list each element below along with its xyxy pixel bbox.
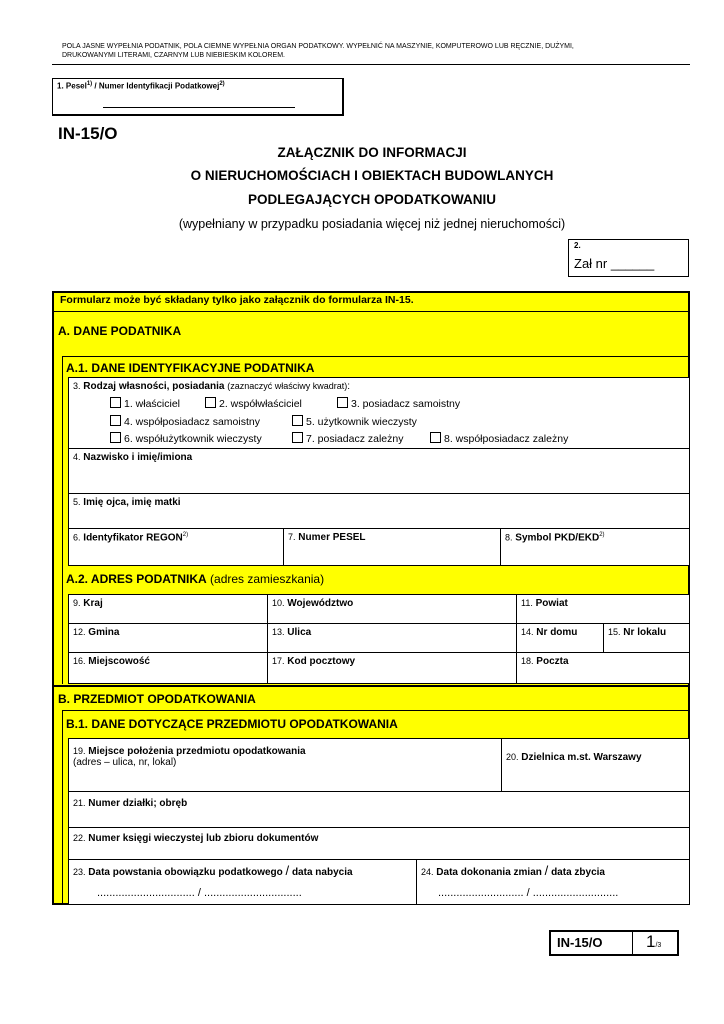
option-5[interactable] xyxy=(292,415,417,428)
field-label: Numer księgi wieczystej lub zbioru dokumentów xyxy=(88,833,319,844)
checkbox[interactable] xyxy=(110,415,121,426)
footnote-ref: 1) xyxy=(86,81,93,87)
city-field[interactable] xyxy=(68,652,268,684)
field-hint: (zaznaczyć właściwy kwadrat) xyxy=(227,381,348,391)
field-label: Nr domu xyxy=(536,627,578,638)
slash: / xyxy=(544,863,549,878)
field-label: Zał nr xyxy=(574,256,608,271)
section-a-title: A. DANE PODATNIKA xyxy=(58,324,182,338)
option-label: 5. użytkownik wieczysty xyxy=(306,416,417,428)
field-label: Nr lokalu xyxy=(623,627,667,638)
title-line-2: O NIERUCHOMOŚCIACH I OBIEKTACH BUDOWLANYCH xyxy=(190,168,554,183)
property-location-field[interactable] xyxy=(68,738,502,792)
flat-number-field[interactable] xyxy=(603,623,690,653)
plot-number-field[interactable] xyxy=(68,791,690,828)
section-a2-subheading: (adres zamieszkania) xyxy=(210,572,325,586)
field-number: 5. xyxy=(73,497,81,507)
option-4[interactable] xyxy=(110,415,260,428)
field-number: 22. xyxy=(73,833,86,843)
option-label: 3. posiadacz samoistny xyxy=(351,398,461,410)
option-8[interactable] xyxy=(430,432,568,445)
page-current: 1 xyxy=(646,932,656,951)
page-number xyxy=(646,932,661,952)
footnote-ref: 2) xyxy=(599,532,605,538)
county-field[interactable] xyxy=(516,594,690,624)
slash: / xyxy=(285,863,290,878)
voivodeship-field[interactable] xyxy=(267,594,517,624)
option-2[interactable] xyxy=(205,397,302,410)
field-label: Powiat xyxy=(535,598,568,609)
field-number: 19. xyxy=(73,746,86,756)
field-number: 4. xyxy=(73,452,81,462)
option-label: 4. współposiadacz samoistny xyxy=(124,416,260,428)
notice: Formularz może być składany tylko jako załącznik do formularza IN-15. xyxy=(60,294,414,306)
field-label: Pesel xyxy=(65,81,87,91)
pesel-underline xyxy=(103,107,295,108)
field-number: 16. xyxy=(73,656,86,666)
form-code: IN-15/O xyxy=(58,124,118,143)
header-rule xyxy=(52,64,690,65)
option-label: 8. współposiadacz zależny xyxy=(444,433,569,445)
surname-field[interactable] xyxy=(68,448,690,494)
field-label: Poczta xyxy=(536,656,569,667)
section-b1-title: B.1. DANE DOTYCZĄCE PRZEDMIOTU OPODATKOWANIA xyxy=(66,717,398,731)
checkbox[interactable] xyxy=(292,432,303,443)
field-number: 6. xyxy=(73,532,81,543)
pesel-field[interactable] xyxy=(283,528,501,566)
field-label: Kraj xyxy=(83,598,103,609)
checkbox[interactable] xyxy=(292,415,303,426)
footer-code: IN-15/O xyxy=(557,935,603,950)
field-number: 15. xyxy=(608,627,621,637)
regon-field[interactable] xyxy=(68,528,284,566)
district-field[interactable] xyxy=(501,738,690,792)
option-3[interactable] xyxy=(337,397,460,410)
date-dots: ............................ / ............................ xyxy=(438,887,619,899)
field-label: Numer PESEL xyxy=(298,532,366,543)
colon: : xyxy=(347,381,351,392)
notice-rule xyxy=(52,311,690,312)
option-label: 1. właściciel xyxy=(124,398,181,410)
street-field[interactable] xyxy=(267,623,517,653)
option-label: 2. współwłaściciel xyxy=(219,398,302,410)
field-label: Data dokonania zmian xyxy=(436,867,542,878)
field-blank: ______ xyxy=(610,256,655,271)
field-label: Data powstania obowiązku podatkowego xyxy=(88,867,283,878)
title-line-1: ZAŁĄCZNIK DO INFORMACJI xyxy=(277,145,467,160)
attachment-number-field[interactable] xyxy=(568,239,689,277)
option-1[interactable] xyxy=(110,397,180,410)
field-label-2: data nabycia xyxy=(291,867,353,878)
commune-field[interactable] xyxy=(68,623,268,653)
section-b-rule xyxy=(52,685,690,687)
parents-names-field[interactable] xyxy=(68,493,690,529)
field-label: / Numer Identyfikacji Podatkowej xyxy=(92,81,220,91)
field-number: 14. xyxy=(521,627,534,637)
field-number: 10. xyxy=(272,598,285,608)
field-number: 23. xyxy=(73,867,86,877)
field-number: 1. xyxy=(57,81,64,91)
field-number: 3. xyxy=(73,381,81,391)
field-number: 13. xyxy=(272,627,285,637)
post-office-field[interactable] xyxy=(516,652,690,684)
footer-divider xyxy=(632,930,633,956)
field-number: 2. xyxy=(574,241,581,250)
section-a2-heading: A.2. ADRES PODATNIKA xyxy=(66,572,207,586)
field-label: Gmina xyxy=(88,627,120,638)
field-label: Miejsce położenia przedmiotu opodatkowania xyxy=(88,746,306,757)
field-number: 20. xyxy=(506,752,519,762)
country-field[interactable] xyxy=(68,594,268,624)
footnote-ref: 2) xyxy=(219,81,225,87)
subtitle: (wypełniany w przypadku posiadania więcej niż jednej nieruchomości) xyxy=(178,217,566,231)
pkd-field[interactable] xyxy=(500,528,690,566)
field-number: 7. xyxy=(288,532,296,542)
field-label: Nazwisko i imię/imiona xyxy=(83,452,193,463)
postal-code-field[interactable] xyxy=(267,652,517,684)
field-label: Miejscowość xyxy=(88,656,150,667)
title-line-3: PODLEGAJĄCYCH OPODATKOWANIU xyxy=(247,192,496,207)
option-7[interactable] xyxy=(292,432,403,445)
checkbox[interactable] xyxy=(110,432,121,443)
change-date-field[interactable] xyxy=(416,859,690,905)
section-a2-title xyxy=(66,572,324,586)
field-number: 11. xyxy=(521,598,533,608)
option-6[interactable] xyxy=(110,432,262,445)
section-b-title: B. PRZEDMIOT OPODATKOWANIA xyxy=(58,692,256,706)
field-label: Identyfikator REGON xyxy=(83,532,183,544)
checkbox[interactable] xyxy=(337,397,348,408)
footnote-ref: 2) xyxy=(182,532,189,538)
field-label-2: data zbycia xyxy=(551,867,605,878)
field-number: 17. xyxy=(272,656,285,666)
option-label: 7. posiadacz zależny xyxy=(306,433,404,445)
page-total: /3 xyxy=(655,942,662,949)
field-label: Dzielnica m.st. Warszawy xyxy=(521,752,642,763)
field-label: Województwo xyxy=(287,598,354,609)
field-label: Rodzaj własności, posiadania xyxy=(83,381,225,392)
field-number: 24. xyxy=(421,867,434,877)
field-sublabel: (adres – ulica, nr, lokal) xyxy=(73,757,177,768)
checkbox[interactable] xyxy=(430,432,441,443)
acquisition-date-field[interactable] xyxy=(68,859,417,905)
checkbox[interactable] xyxy=(110,397,121,408)
field-number: 21. xyxy=(73,798,86,808)
land-register-field[interactable] xyxy=(68,827,690,860)
house-number-field[interactable] xyxy=(516,623,604,653)
field-label: Ulica xyxy=(287,627,312,638)
field-number: 12. xyxy=(73,627,86,637)
field-label: Symbol PKD/EKD xyxy=(515,532,600,544)
field-label: Numer działki; obręb xyxy=(88,798,188,809)
checkbox[interactable] xyxy=(205,397,216,408)
pesel-nip-field[interactable] xyxy=(52,78,344,116)
field-number: 9. xyxy=(73,598,81,608)
field-number: 8. xyxy=(505,532,513,543)
section-a1-title: A.1. DANE IDENTYFIKACYJNE PODATNIKA xyxy=(66,361,315,375)
option-label: 6. współużytkownik wieczysty xyxy=(124,433,262,445)
field-label: Kod pocztowy xyxy=(287,656,356,667)
header-note: POLA JASNE WYPEŁNIA PODATNIK, POLA CIEMNE WYPEŁNIA ORGAN PODATKOWY. WYPEŁNIĆ NA MASZYNIE, KOMPUTEROWO LUB RĘCZNIE, DUŻYMI, DRUKOWANYMI LITERAMI, CZARNYM LUB NIEBIESKIM KOLOREM. xyxy=(62,43,574,59)
field-number: 18. xyxy=(521,656,534,666)
date-dots: ................................ / ................................ xyxy=(97,887,302,899)
field-label: Imię ojca, imię matki xyxy=(83,497,181,508)
